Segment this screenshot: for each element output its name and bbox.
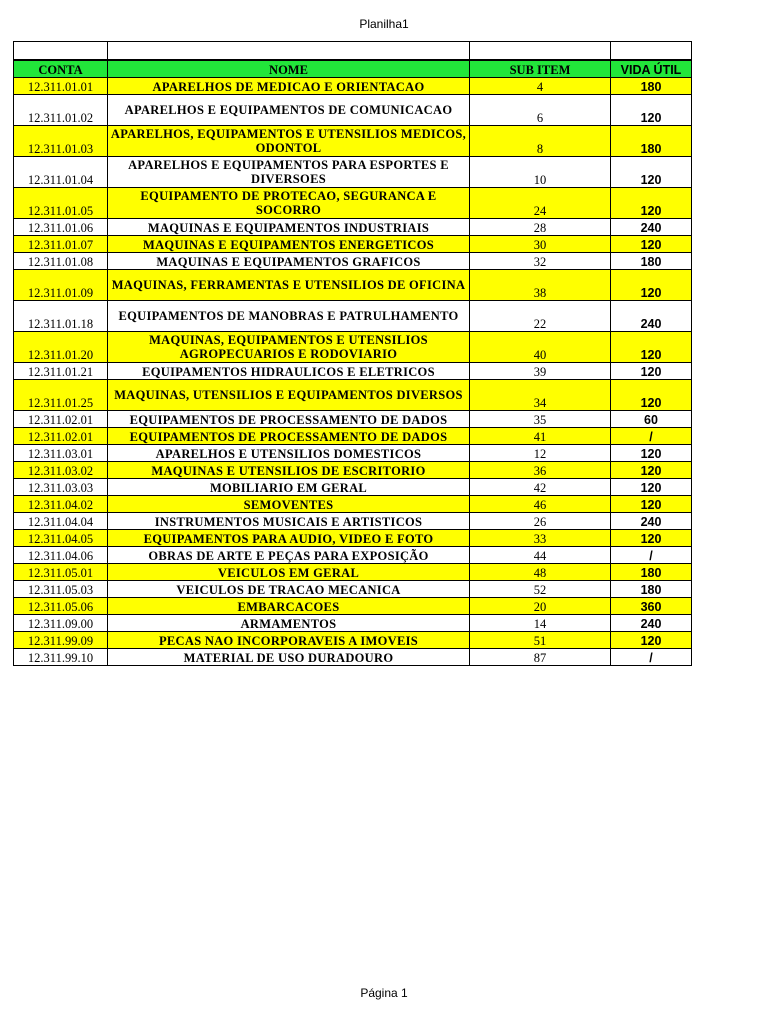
header-row [14, 60, 692, 78]
header-conta: CONTA [14, 60, 108, 78]
cell-nome: SEMOVENTES [108, 496, 470, 513]
cell-conta: 12.311.01.06 [14, 219, 108, 236]
cell-nome: EQUIPAMENTOS DE PROCESSAMENTO DE DADOS [108, 411, 470, 428]
table-row [14, 78, 692, 95]
cell-nome: APARELHOS E EQUIPAMENTOS PARA ESPORTES E DIVERSOES [108, 157, 470, 188]
cell-conta: 12.311.04.05 [14, 530, 108, 547]
cell-vida-util: 240 [611, 615, 692, 632]
cell-conta: 12.311.09.00 [14, 615, 108, 632]
cell-vida-util: 360 [611, 598, 692, 615]
cell-sub-item: 32 [470, 253, 611, 270]
cell-sub-item: 41 [470, 428, 611, 445]
cell-sub-item: 34 [470, 380, 611, 411]
table-row [14, 530, 692, 547]
cell-vida-util: 120 [611, 363, 692, 380]
cell-conta: 12.311.02.01 [14, 411, 108, 428]
cell-vida-util: 120 [611, 188, 692, 219]
table-row [14, 380, 692, 411]
table-row [14, 301, 692, 332]
cell-nome: MAQUINAS, EQUIPAMENTOS E UTENSILIOS AGROPECUARIOS E RODOVIARIO [108, 332, 470, 363]
table-row [14, 126, 692, 157]
cell-sub-item: 36 [470, 462, 611, 479]
table-row [14, 462, 692, 479]
cell-nome: EQUIPAMENTOS DE MANOBRAS E PATRULHAMENTO [108, 301, 470, 332]
cell-nome: EQUIPAMENTO DE PROTECAO, SEGURANCA E SOCORRO [108, 188, 470, 219]
cell-sub-item: 48 [470, 564, 611, 581]
cell-nome: MAQUINAS E EQUIPAMENTOS GRAFICOS [108, 253, 470, 270]
cell-sub-item: 38 [470, 270, 611, 301]
cell-vida-util: 120 [611, 496, 692, 513]
cell-vida-util: 120 [611, 236, 692, 253]
cell-conta: 12.311.01.09 [14, 270, 108, 301]
cell-conta: 12.311.01.02 [14, 95, 108, 126]
cell-nome: EQUIPAMENTOS DE PROCESSAMENTO DE DADOS [108, 428, 470, 445]
cell-sub-item: 26 [470, 513, 611, 530]
cell-vida-util: 120 [611, 270, 692, 301]
cell-nome: MAQUINAS, FERRAMENTAS E UTENSILIOS DE OFICINA [108, 270, 470, 301]
cell-conta: 12.311.05.06 [14, 598, 108, 615]
cell-nome: APARELHOS E EQUIPAMENTOS DE COMUNICACAO [108, 95, 470, 126]
cell-nome: APARELHOS E UTENSILIOS DOMESTICOS [108, 445, 470, 462]
header-nome: NOME [108, 60, 470, 78]
cell-conta: 12.311.01.21 [14, 363, 108, 380]
cell-conta: 12.311.01.05 [14, 188, 108, 219]
cell-nome: INSTRUMENTOS MUSICAIS E ARTISTICOS [108, 513, 470, 530]
cell-conta: 12.311.99.10 [14, 649, 108, 666]
table-row [14, 95, 692, 126]
cell-conta: 12.311.04.04 [14, 513, 108, 530]
cell-sub-item: 22 [470, 301, 611, 332]
table-row [14, 411, 692, 428]
cell-conta: 12.311.04.02 [14, 496, 108, 513]
header-sub-item: SUB ITEM [470, 60, 611, 78]
cell-conta: 12.311.03.02 [14, 462, 108, 479]
table-row [14, 598, 692, 615]
cell-sub-item: 28 [470, 219, 611, 236]
table-row [14, 581, 692, 598]
cell-vida-util: 240 [611, 219, 692, 236]
cell-conta: 12.311.03.03 [14, 479, 108, 496]
cell-vida-util: 120 [611, 530, 692, 547]
cell-nome: MOBILIARIO EM GERAL [108, 479, 470, 496]
cell-vida-util: / [611, 547, 692, 564]
table-row [14, 363, 692, 380]
cell-vida-util: 180 [611, 78, 692, 95]
table-row [14, 428, 692, 445]
cell-nome: PECAS NAO INCORPORAVEIS A IMOVEIS [108, 632, 470, 649]
cell-sub-item: 44 [470, 547, 611, 564]
cell-sub-item: 4 [470, 78, 611, 95]
cell-sub-item: 20 [470, 598, 611, 615]
cell-vida-util: 60 [611, 411, 692, 428]
cell-vida-util: 120 [611, 157, 692, 188]
cell-nome: ARMAMENTOS [108, 615, 470, 632]
table-row [14, 236, 692, 253]
cell-sub-item: 46 [470, 496, 611, 513]
table-row [14, 445, 692, 462]
cell-conta: 12.311.01.04 [14, 157, 108, 188]
cell-sub-item: 42 [470, 479, 611, 496]
cell-vida-util: 120 [611, 445, 692, 462]
cell-nome: MATERIAL DE USO DURADOURO [108, 649, 470, 666]
cell-conta: 12.311.01.01 [14, 78, 108, 95]
cell-vida-util: 120 [611, 95, 692, 126]
cell-nome: MAQUINAS E EQUIPAMENTOS ENERGETICOS [108, 236, 470, 253]
cell-sub-item: 6 [470, 95, 611, 126]
cell-nome: VEICULOS DE TRACAO MECANICA [108, 581, 470, 598]
cell-conta: 12.311.03.01 [14, 445, 108, 462]
cell-vida-util: 120 [611, 332, 692, 363]
cell-sub-item: 12 [470, 445, 611, 462]
cell-vida-util: 120 [611, 462, 692, 479]
cell-nome: APARELHOS DE MEDICAO E ORIENTACAO [108, 78, 470, 95]
cell-vida-util: / [611, 428, 692, 445]
cell-nome: MAQUINAS E UTENSILIOS DE ESCRITORIO [108, 462, 470, 479]
cell-conta: 12.311.99.09 [14, 632, 108, 649]
cell-vida-util: 180 [611, 126, 692, 157]
cell-conta: 12.311.05.03 [14, 581, 108, 598]
blank-top-row [14, 42, 692, 61]
cell-nome: EMBARCACOES [108, 598, 470, 615]
cell-conta: 12.311.01.07 [14, 236, 108, 253]
table-row [14, 270, 692, 301]
table-row [14, 188, 692, 219]
cell-conta: 12.311.01.08 [14, 253, 108, 270]
cell-sub-item: 14 [470, 615, 611, 632]
cell-nome: OBRAS DE ARTE E PEÇAS PARA EXPOSIÇÃO [108, 547, 470, 564]
cell-conta: 12.311.05.01 [14, 564, 108, 581]
cell-vida-util: 120 [611, 479, 692, 496]
header-vida-util: VIDA ÚTIL [611, 60, 692, 78]
cell-conta: 12.311.04.06 [14, 547, 108, 564]
cell-sub-item: 40 [470, 332, 611, 363]
cell-conta: 12.311.01.20 [14, 332, 108, 363]
cell-sub-item: 35 [470, 411, 611, 428]
table-row [14, 496, 692, 513]
cell-vida-util: / [611, 649, 692, 666]
cell-sub-item: 39 [470, 363, 611, 380]
cell-sub-item: 8 [470, 126, 611, 157]
cell-nome: MAQUINAS, UTENSILIOS E EQUIPAMENTOS DIVERSOS [108, 380, 470, 411]
cell-vida-util: 180 [611, 253, 692, 270]
cell-vida-util: 120 [611, 380, 692, 411]
table-row [14, 157, 692, 188]
cell-nome: VEICULOS EM GERAL [108, 564, 470, 581]
table-row [14, 513, 692, 530]
cell-sub-item: 52 [470, 581, 611, 598]
cell-sub-item: 10 [470, 157, 611, 188]
cell-conta: 12.311.01.03 [14, 126, 108, 157]
cell-sub-item: 87 [470, 649, 611, 666]
table-row [14, 332, 692, 363]
table-row [14, 649, 692, 666]
cell-nome: APARELHOS, EQUIPAMENTOS E UTENSILIOS MEDICOS, ODONTOL [108, 126, 470, 157]
table-row [14, 547, 692, 564]
cell-vida-util: 180 [611, 564, 692, 581]
cell-nome: MAQUINAS E EQUIPAMENTOS INDUSTRIAIS [108, 219, 470, 236]
cell-sub-item: 24 [470, 188, 611, 219]
table-row [14, 632, 692, 649]
asset-table [13, 41, 692, 666]
cell-nome: EQUIPAMENTOS HIDRAULICOS E ELETRICOS [108, 363, 470, 380]
cell-sub-item: 33 [470, 530, 611, 547]
cell-sub-item: 30 [470, 236, 611, 253]
cell-vida-util: 240 [611, 513, 692, 530]
cell-conta: 12.311.01.18 [14, 301, 108, 332]
table-row [14, 479, 692, 496]
table-row [14, 253, 692, 270]
cell-vida-util: 240 [611, 301, 692, 332]
table-row [14, 219, 692, 236]
cell-nome: EQUIPAMENTOS PARA AUDIO, VIDEO E FOTO [108, 530, 470, 547]
page-title: Planilha1 [359, 17, 409, 31]
cell-conta: 12.311.01.25 [14, 380, 108, 411]
page-footer: Página 1 [360, 986, 408, 1000]
cell-sub-item: 51 [470, 632, 611, 649]
cell-vida-util: 120 [611, 632, 692, 649]
table-row [14, 564, 692, 581]
table-row [14, 615, 692, 632]
cell-conta: 12.311.02.01 [14, 428, 108, 445]
cell-vida-util: 180 [611, 581, 692, 598]
